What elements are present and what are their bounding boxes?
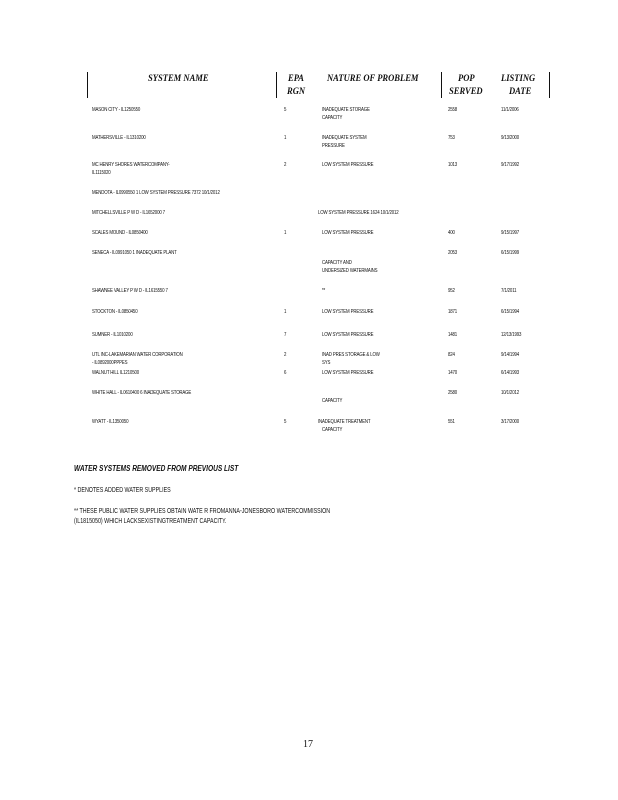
row-nature: INADEQUATE TREATMENT: [318, 419, 371, 425]
header-epa-rgn-line2: RGN: [287, 87, 306, 97]
header-listing-line1: LISTING: [501, 74, 536, 84]
row-name: SHAWNEE VALLEY P W D - IL1615550 7: [92, 288, 168, 294]
added-supplies-note: * DENOTES ADDED WATER SUPPLIES: [74, 485, 171, 494]
header-pop-line2: SERVED: [449, 87, 483, 97]
row-pop: 1871: [448, 309, 458, 315]
row-pop: 400: [448, 230, 455, 236]
row-name: WHITE HALL - IL0610400 6 INADEQUATE STORAGE: [92, 390, 192, 396]
row-nature: INAD PRES STORAGE & LOW: [322, 352, 380, 358]
row-rgn: 2: [284, 162, 287, 168]
row-name: MITCHELLSVILLE P W D - IL1652000 7: [92, 210, 165, 216]
header-rule-pop: [441, 72, 442, 98]
row-date: 9/13/2000: [501, 135, 520, 141]
row-nature-line2: PRESSURE: [322, 143, 345, 149]
header-pop-line1: POP: [458, 74, 475, 84]
row-nature: LOW SYSTEM PRESSURE: [322, 309, 374, 315]
row-nature: CAPACITY: [322, 398, 343, 404]
row-name: STOCKTON - IL0850450: [92, 309, 138, 315]
row-pop: 1470: [448, 370, 458, 376]
header-system-name: SYSTEM NAME: [148, 74, 209, 84]
row-name: UTL INC-LAKEMARIAN WATER CORPORATION: [92, 352, 183, 358]
row-date: 12/13/1993: [501, 332, 522, 338]
row-nature-line2: CAPACITY: [322, 115, 343, 121]
header-left-rule: [87, 72, 88, 98]
row-nature-line2: UNDERSIZED WATERMAINS: [322, 268, 378, 274]
row-pop: 1481: [448, 332, 458, 338]
row-name: WALNUT HILL IL1210500: [92, 370, 140, 376]
row-name: MC HENRY SHORES WATERCOMPANY-: [92, 162, 170, 168]
removed-systems-heading: WATER SYSTEMS REMOVED FROM PREVIOUS LIST: [74, 464, 239, 473]
row-rgn: 2: [284, 352, 287, 358]
row-name: WYATT - IL1350050: [92, 419, 129, 425]
row-name: MATHERSVILLE - IL1310200: [92, 135, 146, 141]
row-nature: LOW SYSTEM PRESSURE 1624 10/1/2012: [318, 210, 399, 216]
double-star-note-line2: (IL1815050) WHICH LACKSEXISTINGTREATMENT CAPACITY.: [74, 516, 227, 525]
row-date: 6/15/1999: [501, 250, 520, 256]
row-nature: **: [322, 288, 326, 294]
row-rgn: 1: [284, 230, 287, 236]
row-nature-line2: CAPACITY: [322, 427, 343, 433]
row-nature: LOW SYSTEM PRESSURE: [322, 332, 374, 338]
header-right-rule: [549, 72, 550, 98]
row-date: 6/14/1993: [501, 370, 520, 376]
row-name: MASON CITY - IL1250550: [92, 107, 141, 113]
row-pop: 824: [448, 352, 455, 358]
row-name-line2: IL1115020: [92, 170, 111, 176]
row-pop: 753: [448, 135, 455, 141]
row-rgn: 1: [284, 309, 287, 315]
row-nature: INADEQUATE STORAGE: [322, 107, 370, 113]
row-nature: LOW SYSTEM PRESSURE: [322, 370, 374, 376]
row-rgn: 6: [284, 370, 287, 376]
row-date: 6/15/1994: [501, 309, 520, 315]
row-name: SCALES MOUND - IL0850400: [92, 230, 148, 236]
row-date: 11/1/2006: [501, 107, 519, 113]
row-rgn: 5: [284, 419, 287, 425]
row-nature: INADEQUATE SYSTEM: [322, 135, 367, 141]
row-rgn: 1: [284, 135, 287, 141]
header-nature-of-problem: NATURE OF PROBLEM: [327, 74, 419, 84]
row-nature: LOW SYSTEM PRESSURE: [322, 162, 374, 168]
row-date: 9/17/1992: [501, 162, 520, 168]
double-star-note-line1: ** THESE PUBLIC WATER SUPPLIES OBTAIN WATE R FROMANNA-JONESBORO WATERCOMMISSION: [74, 506, 331, 515]
row-name: SUMNER - IL1010200: [92, 332, 133, 338]
row-name: SENECA - IL0991050 1 INADEQUATE PLANT: [92, 250, 177, 256]
row-nature-line2: SYS: [322, 360, 331, 366]
header-rule-epa: [276, 72, 277, 98]
row-name-line2: - IL0892000PPPES: [92, 360, 128, 366]
row-date: 9/14/1994: [501, 352, 520, 358]
row-date: 10/1/2012: [501, 390, 520, 396]
row-date: 3/17/2000: [501, 419, 520, 425]
row-rgn: 7: [284, 332, 287, 338]
row-nature: LOW SYSTEM PRESSURE: [322, 230, 374, 236]
row-pop: 1013: [448, 162, 458, 168]
row-name: MENDOTA - IL0990550 1 LOW SYSTEM PRESSURE 7372 10/1/2012: [92, 190, 220, 196]
row-pop: 551: [448, 419, 455, 425]
row-pop: 952: [448, 288, 455, 294]
row-pop: 2558: [448, 107, 458, 113]
row-date: 9/15/1997: [501, 230, 520, 236]
row-nature: CAPACITY AND: [322, 260, 352, 266]
row-pop: 2053: [448, 250, 458, 256]
row-pop: 2580: [448, 390, 458, 396]
page-number: 17: [303, 739, 313, 750]
header-listing-line2: DATE: [509, 87, 532, 97]
row-rgn: 5: [284, 107, 287, 113]
row-date: 7/1/2011: [501, 288, 517, 294]
header-epa-rgn-line1: EPA: [288, 74, 305, 84]
